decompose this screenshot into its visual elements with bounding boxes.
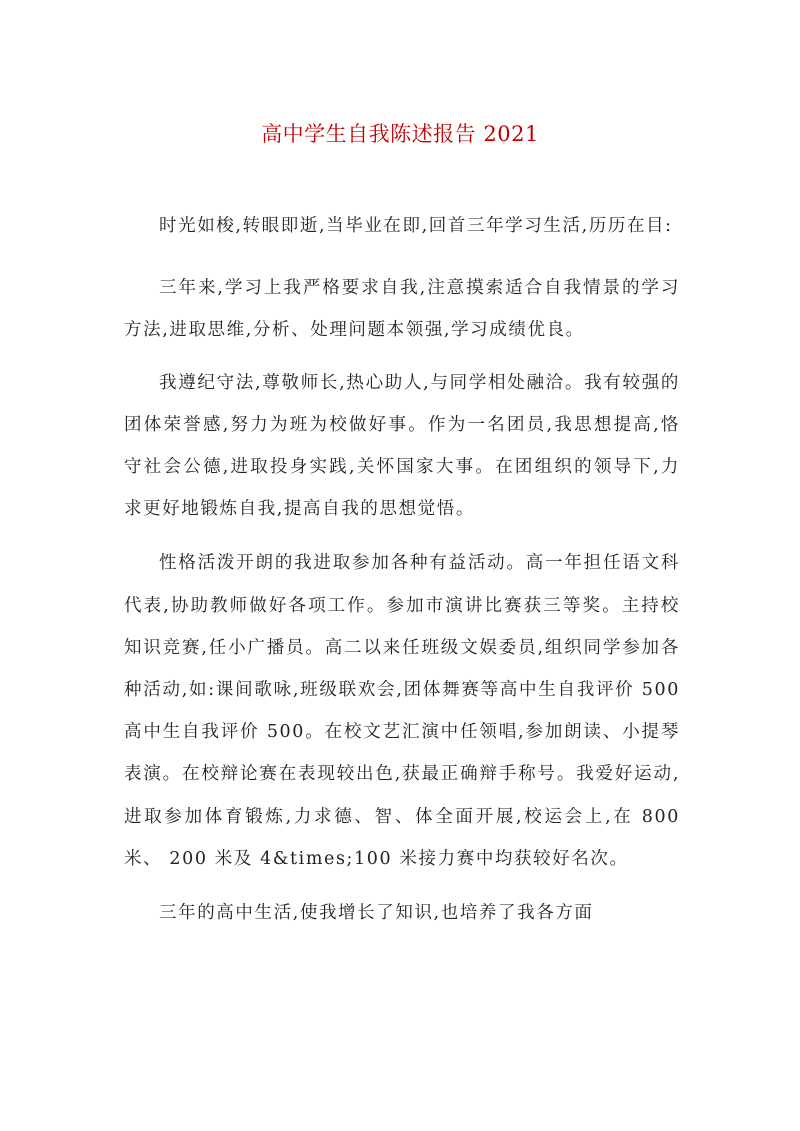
- paragraph-summary: 三年的高中生活,使我增长了知识,也培养了我各方面: [159, 903, 594, 924]
- paragraph-activities: 性格活泼开朗的我进取参加各种有益活动。高一年担任语文科代表,协助教师做好各项工作。参加市演讲比赛获三等奖。主持校知识竞赛,任小广播员。高二以来任班级文娱委员,组织同学参加各种活动,如:课间歌咏,班级联欢会,团体舞赛等高中生自我评价 500 高中生自我评价 500。在校文艺汇演中任领唱,参加朗读、小提琴表演。在校辩论赛在表现较出色,获最正确辩手称号。我爱好运动,进取参加体育锻炼,力求德、智、体全面开展,校运会上,在 800 米、 200 米及 4&times;100 米接力赛中均获较好名次。: [124, 553, 680, 869]
- paragraph-intro: 时光如梭,转眼即逝,当毕业在即,回首三年学习生活,历历在目:: [159, 216, 673, 236]
- document-body: [124, 205, 680, 934]
- paragraph-study: 三年来,学习上我严格要求自我,注意摸索适合自我情景的学习方法,进取思维,分析、处理问题本领强,学习成绩优良。: [124, 278, 680, 341]
- document-title: 高中学生自我陈述报告 2021: [261, 122, 539, 146]
- paragraph-conduct: 我遵纪守法,尊敬师长,热心助人,与同学相处融洽。我有较强的团体荣誉感,努力为班为校做好事。作为一名团员,我思想提高,恪守社会公德,进取投身实践,关怀国家大事。在团组织的领导下,力求更好地锻炼自我,提高自我的思想觉悟。: [124, 372, 680, 520]
